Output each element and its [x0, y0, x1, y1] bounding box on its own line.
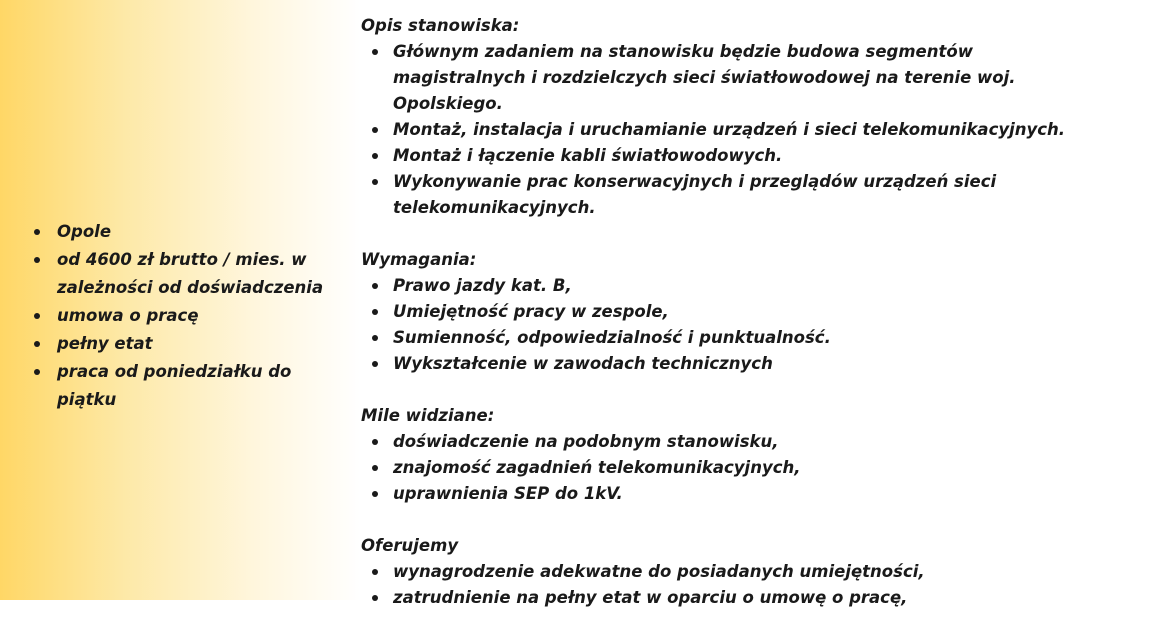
job-summary	[30, 218, 330, 414]
list-item: zatrudnienie na pełny etat w oparciu o umowę o pracę,	[361, 585, 1101, 611]
list-item: Montaż i łączenie kabli światłowodowych.	[361, 143, 1101, 169]
list-item: Wykształcenie w zawodach technicznych	[361, 351, 1101, 377]
section-title: Mile widziane:	[361, 406, 495, 425]
list-item: Sumienność, odpowiedzialność i punktualność.	[361, 325, 1101, 351]
list-item: doświadczenie na podobnym stanowisku,	[361, 429, 1101, 455]
list-item: uprawnienia SEP do 1kV.	[361, 481, 1101, 507]
list-item: znajomość zagadnień telekomunikacyjnych,	[361, 455, 1101, 481]
section-title: Oferujemy	[361, 536, 459, 555]
list-item: Prawo jazdy kat. B,	[361, 273, 1101, 299]
section-title: Wymagania:	[361, 250, 477, 269]
offer-list	[361, 559, 1101, 611]
section-title: Opis stanowiska:	[361, 16, 520, 35]
list-item: Umiejętność pracy w zespole,	[361, 299, 1101, 325]
list-item: wynagrodzenie adekwatne do posiadanych umiejętności,	[361, 559, 1101, 585]
nice-to-have-list	[361, 429, 1101, 507]
list-item: Głównym zadaniem na stanowisku będzie budowa segmentów magistralnych i rozdzielczych sieci światłowodowej na terenie woj. Opolskiego.	[361, 39, 1101, 117]
list-item: Montaż, instalacja i uruchamianie urządzeń i sieci telekomunikacyjnych.	[361, 117, 1101, 143]
description-list	[361, 39, 1101, 221]
section-offer	[361, 533, 1101, 611]
requirements-list	[361, 273, 1101, 377]
summary-item-location: Opole	[30, 218, 330, 246]
summary-item-schedule: praca od poniedziałku do piątku	[30, 358, 330, 414]
job-details	[361, 13, 1101, 637]
section-description	[361, 13, 1101, 221]
list-item: Wykonywanie prac konserwacyjnych i przeglądów urządzeń sieci telekomunikacyjnych.	[361, 169, 1101, 221]
section-nice-to-have	[361, 403, 1101, 507]
summary-item-employment: pełny etat	[30, 330, 330, 358]
summary-item-salary: od 4600 zł brutto / mies. w zależności od doświadczenia	[30, 246, 330, 302]
section-requirements	[361, 247, 1101, 377]
summary-item-contract: umowa o pracę	[30, 302, 330, 330]
summary-list	[30, 218, 330, 414]
